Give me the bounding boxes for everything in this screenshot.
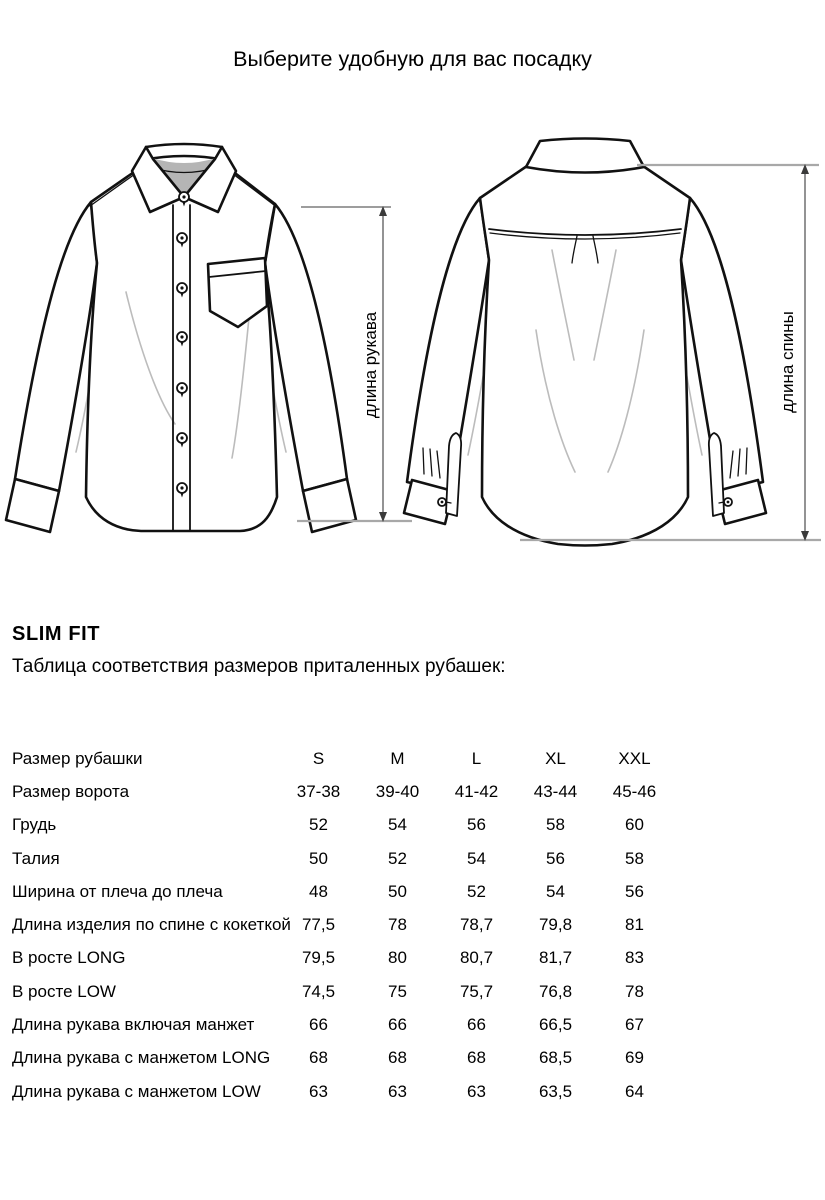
row-value: XL	[545, 748, 566, 768]
row-value: 52	[467, 881, 486, 901]
row-label: В росте LOW	[12, 981, 116, 1001]
row-value: 41-42	[454, 781, 499, 801]
row-label: Размер ворота	[12, 781, 130, 801]
row-value: 48	[309, 881, 328, 901]
row-value: 81,7	[538, 948, 573, 968]
row-value: 66	[309, 1015, 328, 1035]
size-table	[12, 742, 682, 1108]
table-row	[12, 775, 682, 808]
row-value: 83	[625, 948, 644, 968]
row-value: 56	[467, 815, 486, 835]
row-value: 63	[309, 1081, 328, 1101]
table-row	[12, 1008, 682, 1041]
row-value: 63	[388, 1081, 407, 1101]
row-value: S	[312, 748, 325, 768]
row-value: 80	[388, 948, 407, 968]
shirt-diagram	[0, 130, 825, 560]
row-label: Размер рубашки	[12, 748, 143, 768]
row-value: 58	[625, 848, 644, 868]
sleeve-placket	[709, 433, 724, 516]
row-value: 81	[625, 915, 644, 935]
row-value: 64	[625, 1081, 644, 1101]
row-value: 45-46	[612, 781, 657, 801]
row-value: 56	[625, 881, 644, 901]
row-value: 77,5	[301, 915, 336, 935]
row-value: 75	[388, 981, 407, 1001]
row-value: 43-44	[533, 781, 578, 801]
shirt-front-drawing	[6, 144, 356, 532]
row-value: 63	[467, 1081, 486, 1101]
row-label: Длина рукава включая манжет	[12, 1015, 255, 1035]
page-title: Выберите удобную для вас посадку	[233, 47, 592, 71]
row-label: Ширина от плеча до плеча	[12, 881, 223, 901]
row-value: 78	[388, 915, 407, 935]
sleeve-placket	[446, 433, 461, 516]
row-label: Талия	[12, 848, 60, 868]
row-value: 66	[467, 1015, 486, 1035]
row-value: XXL	[618, 748, 651, 768]
row-value: 58	[546, 815, 565, 835]
row-value: 66	[388, 1015, 407, 1035]
row-value: 50	[388, 881, 407, 901]
table-row	[12, 942, 682, 975]
shirt-back-drawing	[404, 139, 766, 546]
table-row	[12, 908, 682, 941]
row-value: 52	[388, 848, 407, 868]
row-value: 54	[467, 848, 486, 868]
row-value: 54	[546, 881, 565, 901]
row-value: 78,7	[459, 915, 494, 935]
table-row	[12, 809, 682, 842]
row-value: 76,8	[538, 981, 573, 1001]
row-value: 63,5	[538, 1081, 573, 1101]
row-label: В росте LONG	[12, 948, 126, 968]
row-value: M	[390, 748, 405, 768]
back-body	[480, 166, 690, 546]
row-value: 69	[625, 1048, 644, 1068]
row-value: 66,5	[538, 1015, 573, 1035]
back-length-label: длина спины	[778, 311, 797, 413]
row-value: 79,5	[301, 948, 336, 968]
size-table-caption: Таблица соответствия размеров приталенных рубашек:	[12, 656, 506, 677]
row-value: L	[471, 748, 482, 768]
table-row	[12, 842, 682, 875]
table-row	[12, 975, 682, 1008]
row-value: 50	[309, 848, 328, 868]
row-value: 68	[467, 1048, 486, 1068]
back-collar	[526, 139, 644, 173]
row-value: 52	[309, 815, 328, 835]
row-label: Длина рукава с манжетом LOW	[12, 1081, 261, 1101]
row-value: 37-38	[296, 781, 341, 801]
row-label: Грудь	[12, 815, 57, 835]
row-value: 54	[388, 815, 407, 835]
fit-heading: SLIM FIT	[12, 623, 101, 645]
table-row	[12, 1075, 682, 1108]
row-value: 78	[625, 981, 644, 1001]
row-value: 68	[388, 1048, 407, 1068]
row-value: 39-40	[375, 781, 420, 801]
table-row	[12, 1042, 682, 1075]
table-row	[12, 742, 682, 775]
row-value: 74,5	[301, 981, 336, 1001]
row-value: 56	[546, 848, 565, 868]
row-value: 67	[625, 1015, 644, 1035]
row-value: 68	[309, 1048, 328, 1068]
table-row	[12, 875, 682, 908]
row-value: 75,7	[459, 981, 494, 1001]
sleeve-length-label: длина рукава	[361, 311, 380, 419]
row-value: 80,7	[459, 948, 494, 968]
row-label: Длина рукава с манжетом LONG	[12, 1048, 271, 1068]
row-value: 79,8	[538, 915, 573, 935]
row-value: 60	[625, 815, 644, 835]
row-value: 68,5	[538, 1048, 573, 1068]
row-label: Длина изделия по спине с кокеткой	[12, 915, 291, 935]
